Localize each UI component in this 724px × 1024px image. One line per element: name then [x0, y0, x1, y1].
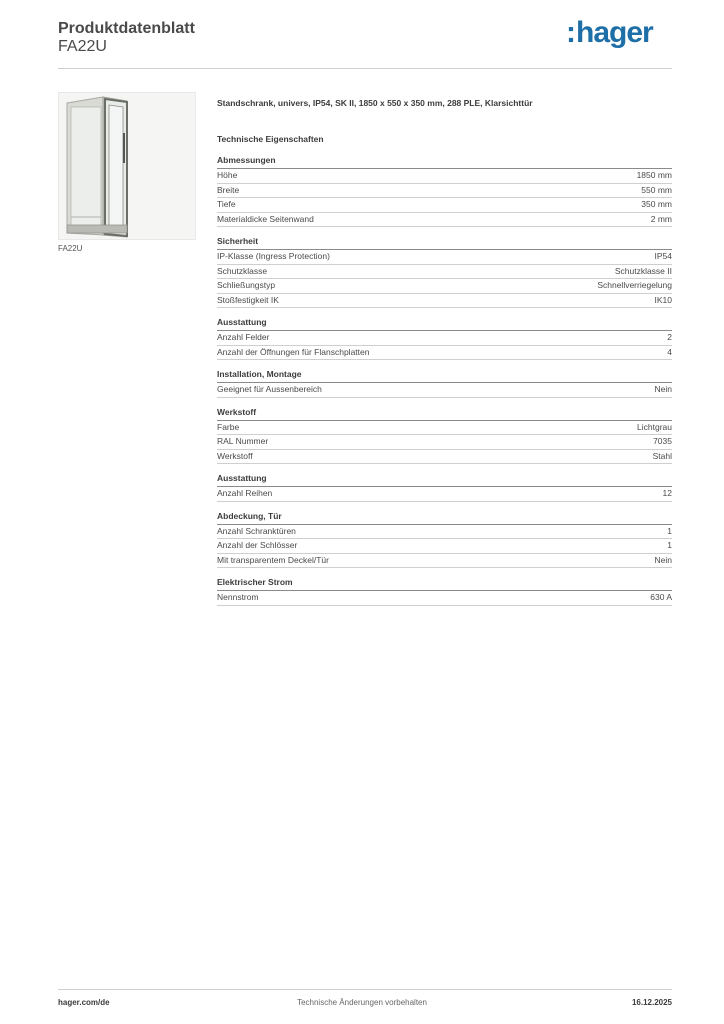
group-title: Ausstattung — [217, 473, 672, 487]
spec-value: 7035 — [653, 436, 672, 446]
spec-group — [217, 407, 672, 465]
spec-row — [217, 450, 672, 465]
section-title: Technische Eigenschaften — [217, 134, 324, 144]
spec-label: Anzahl Felder — [217, 332, 270, 342]
spec-label: Materialdicke Seitenwand — [217, 213, 314, 224]
spec-value: 12 — [662, 488, 672, 498]
spec-value: IK10 — [654, 294, 672, 305]
spec-row — [217, 331, 672, 346]
spec-row — [217, 591, 672, 606]
spec-content — [217, 96, 672, 606]
product-description: Standschrank, univers, IP54, SK II, 1850 x 550 x 350 mm, 288 PLE, Klarsichttür — [217, 98, 533, 108]
image-caption: FA22U — [58, 244, 83, 253]
spec-value: IP54 — [654, 251, 672, 261]
spec-label: Stoßfestigkeit IK — [217, 294, 279, 305]
spec-groups — [217, 155, 672, 606]
cabinet-illustration — [59, 93, 195, 239]
header-divider — [58, 68, 672, 69]
group-title: Abdeckung, Tür — [217, 511, 672, 525]
spec-row — [217, 383, 672, 398]
spec-row — [217, 554, 672, 569]
spec-row — [217, 294, 672, 309]
spec-value: Nein — [654, 554, 672, 565]
spec-value: 1 — [667, 525, 672, 536]
spec-value: 630 A — [650, 592, 672, 602]
footer-website[interactable]: hager.com/de — [58, 998, 110, 1007]
spec-row — [217, 346, 672, 361]
spec-value: 2 mm — [650, 213, 672, 224]
spec-label: Höhe — [217, 170, 238, 180]
product-image — [58, 92, 196, 240]
spec-group — [217, 511, 672, 569]
spec-value: Stahl — [652, 450, 672, 461]
footer-divider — [58, 989, 672, 990]
spec-row — [217, 435, 672, 450]
article-number: FA22U — [58, 38, 107, 55]
group-title: Elektrischer Strom — [217, 577, 672, 591]
spec-value: 1850 mm — [636, 170, 672, 180]
spec-label: Nennstrom — [217, 592, 259, 602]
spec-group — [217, 317, 672, 360]
group-title: Sicherheit — [217, 236, 672, 250]
spec-label: Werkstoff — [217, 450, 253, 461]
spec-value: 2 — [667, 332, 672, 342]
spec-row — [217, 169, 672, 184]
spec-label: Geeignet für Aussenbereich — [217, 384, 322, 394]
spec-row — [217, 421, 672, 436]
spec-group — [217, 577, 672, 606]
spec-value: Schnellverriegelung — [597, 280, 672, 290]
spec-value: Schutzklasse II — [614, 265, 672, 276]
spec-label: Anzahl Reihen — [217, 488, 273, 498]
spec-group — [217, 236, 672, 308]
hager-logo: :hager — [566, 16, 653, 49]
spec-row — [217, 279, 672, 294]
spec-value: Nein — [654, 384, 672, 394]
spec-row — [217, 265, 672, 280]
spec-row — [217, 539, 672, 554]
spec-row — [217, 198, 672, 213]
spec-group — [217, 155, 672, 227]
spec-label: Schließungstyp — [217, 280, 276, 290]
spec-row — [217, 250, 672, 265]
spec-value: 1 — [667, 540, 672, 550]
spec-value: 550 mm — [641, 184, 672, 195]
spec-row — [217, 184, 672, 199]
group-title: Abmessungen — [217, 155, 672, 169]
spec-label: Anzahl der Öffnungen für Flanschplatten — [217, 346, 370, 357]
page-title: Produktdatenblatt — [58, 20, 195, 37]
spec-label: RAL Nummer — [217, 436, 269, 446]
footer-notice: Technische Änderungen vorbehalten — [297, 998, 427, 1007]
spec-label: Schutzklasse — [217, 265, 268, 276]
spec-row — [217, 525, 672, 540]
spec-group — [217, 369, 672, 398]
footer-date: 16.12.2025 — [631, 998, 672, 1007]
spec-label: Farbe — [217, 421, 240, 432]
spec-value: 4 — [667, 346, 672, 357]
spec-label: IP-Klasse (Ingress Protection) — [217, 251, 330, 261]
spec-label: Tiefe — [217, 199, 236, 209]
group-title: Ausstattung — [217, 317, 672, 331]
group-title: Installation, Montage — [217, 369, 672, 383]
spec-label: Anzahl Schranktüren — [217, 525, 296, 536]
spec-label: Anzahl der Schlösser — [217, 540, 298, 550]
logo-text: hager — [576, 16, 653, 49]
group-title: Werkstoff — [217, 407, 672, 421]
spec-value: 350 mm — [641, 199, 672, 209]
spec-label: Breite — [217, 184, 240, 195]
spec-group — [217, 473, 672, 502]
spec-row — [217, 213, 672, 228]
spec-label: Mit transparentem Deckel/Tür — [217, 554, 329, 565]
spec-value: Lichtgrau — [637, 421, 672, 432]
spec-row — [217, 487, 672, 502]
